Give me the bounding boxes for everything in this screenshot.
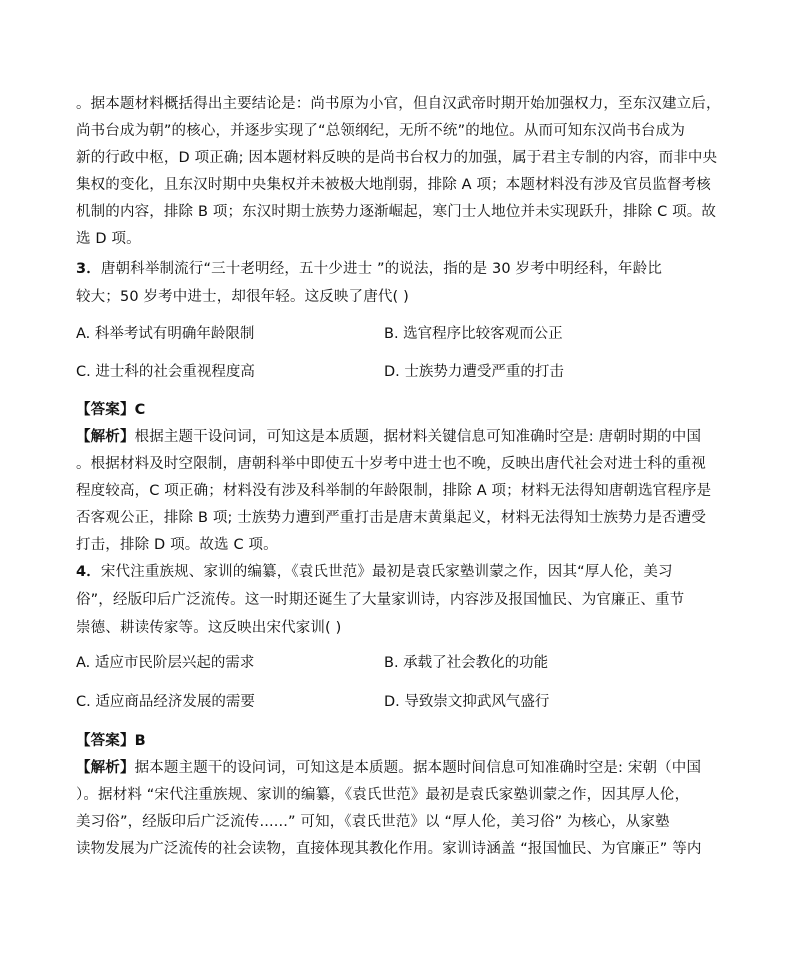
answer-label: 【答案】 [76, 733, 135, 749]
question-3-analysis-line-5: 打击，排除 D 项。故选 C 项。 [76, 537, 278, 553]
intro-line-1: 。据本题材料概括得出主要结论是：尚书原为小官，但自汉武帝时期开始加强权力，至东汉建立后， [76, 96, 721, 112]
question-4-stem-line-1 [76, 560, 716, 584]
question-4-number: 4． [76, 564, 101, 580]
question-3-analysis-line-4: 否客观公正，排除 B 项; 士族势力遭到严重打击是唐末黄巢起义，材料无法得知士族势力是否遭受 [76, 510, 707, 526]
question-3-analysis-line-1 [76, 425, 716, 449]
question-4-analysis-line-3: 美习俗”，经版印后广泛流传......” 可知，《袁氏世范》以 “厚人伦，美习俗” 为核心，从家塾 [76, 814, 670, 830]
question-4-analysis-line-1 [76, 756, 716, 780]
question-3-option-a: A. 科举考试有明确年龄限制 [76, 326, 255, 342]
question-3-option-b: B. 选官程序比较客观而公正 [384, 326, 563, 342]
intro-line-2: 尚书台成为朝”的核心，并逐步实现了“总领纲纪，无所不统”的地位。从而可知东汉尚书台成为 [76, 123, 685, 139]
question-4-stem-line-2: 俗”，经版印后广泛流传。这一时期还诞生了大量家训诗，内容涉及报国恤民、为官廉正、重节 [76, 592, 685, 608]
analysis-text: 根据主题干设问词，可知这是本质题，据材料关键信息可知准确时空是: 唐朝时期的中国 [134, 429, 702, 445]
question-4-analysis-line-2: ）。据材料 “宋代注重族规、家训的编纂，《袁氏世范》最初是袁氏家塾训蒙之作，因其厚人伦， [76, 787, 690, 803]
question-3-analysis-line-3: 程度较高，C 项正确；材料没有涉及科举制的年龄限制，排除 A 项；材料无法得知唐朝选官程序是 [76, 483, 712, 499]
answer-value: C [134, 402, 146, 418]
analysis-text: 据本题主题干的设问词，可知这是本质题。据本题时间信息可知准确时空是: 宋朝（中国 [134, 760, 702, 776]
question-3-analysis-line-2: 。根据材料及时空限制，唐朝科举中即使五十岁考中进士也不晚，反映出唐代社会对进士科的重视 [76, 456, 706, 472]
intro-line-5: 机制的内容，排除 B 项；东汉时期士族势力逐渐崛起，寒门士人地位并未实现跃升，排除 C 项。故 [76, 204, 717, 220]
question-4-option-a: A. 适应市民阶层兴起的需求 [76, 655, 255, 671]
question-4-stem-line-3: 崇德、耕读传家等。这反映出宋代家训( ) [76, 620, 342, 636]
question-3-stem-text-1: 唐朝科举制流行“三十老明经，五十少进士 ”的说法，指的是 30 岁考中明经科，年龄比 [100, 261, 662, 277]
question-3-option-c: C. 进士科的社会重视程度高 [76, 364, 255, 380]
analysis-label: 【解析】 [76, 760, 135, 776]
intro-line-6: 选 D 项。 [76, 231, 141, 247]
question-4-option-c: C. 适应商品经济发展的需要 [76, 694, 255, 710]
question-3-number: 3． [76, 261, 101, 277]
intro-line-3: 新的行政中枢，D 项正确; 因本题材料反映的是尚书台权力的加强，属于君主专制的内容，而非中央 [76, 150, 718, 166]
question-4-analysis-line-4: 读物发展为广泛流传的社会读物，直接体现其教化作用。家训诗涵盖 “报国恤民、为官廉正” 等内 [76, 841, 702, 857]
question-3-answer [76, 398, 716, 422]
answer-value: B [134, 733, 146, 749]
question-4-stem-text-1: 宋代注重族规、家训的编纂，《袁氏世范》最初是袁氏家塾训蒙之作，因其“厚人伦，美习 [100, 564, 673, 580]
question-4-option-d: D. 导致崇文抑武风气盛行 [384, 694, 550, 710]
analysis-label: 【解析】 [76, 429, 135, 445]
answer-label: 【答案】 [76, 402, 135, 418]
question-3-stem-line-2: 较大；50 岁考中进士，却很年轻。这反映了唐代( ) [76, 289, 409, 305]
question-3-option-d: D. 士族势力遭受严重的打击 [384, 364, 564, 380]
question-3-stem-line-1 [76, 257, 716, 281]
intro-line-4: 集权的变化，且东汉时期中央集权并未被极大地削弱，排除 A 项；本题材料没有涉及官员监督考核 [76, 177, 711, 193]
question-4-option-b: B. 承载了社会教化的功能 [384, 655, 549, 671]
question-4-answer [76, 729, 716, 753]
